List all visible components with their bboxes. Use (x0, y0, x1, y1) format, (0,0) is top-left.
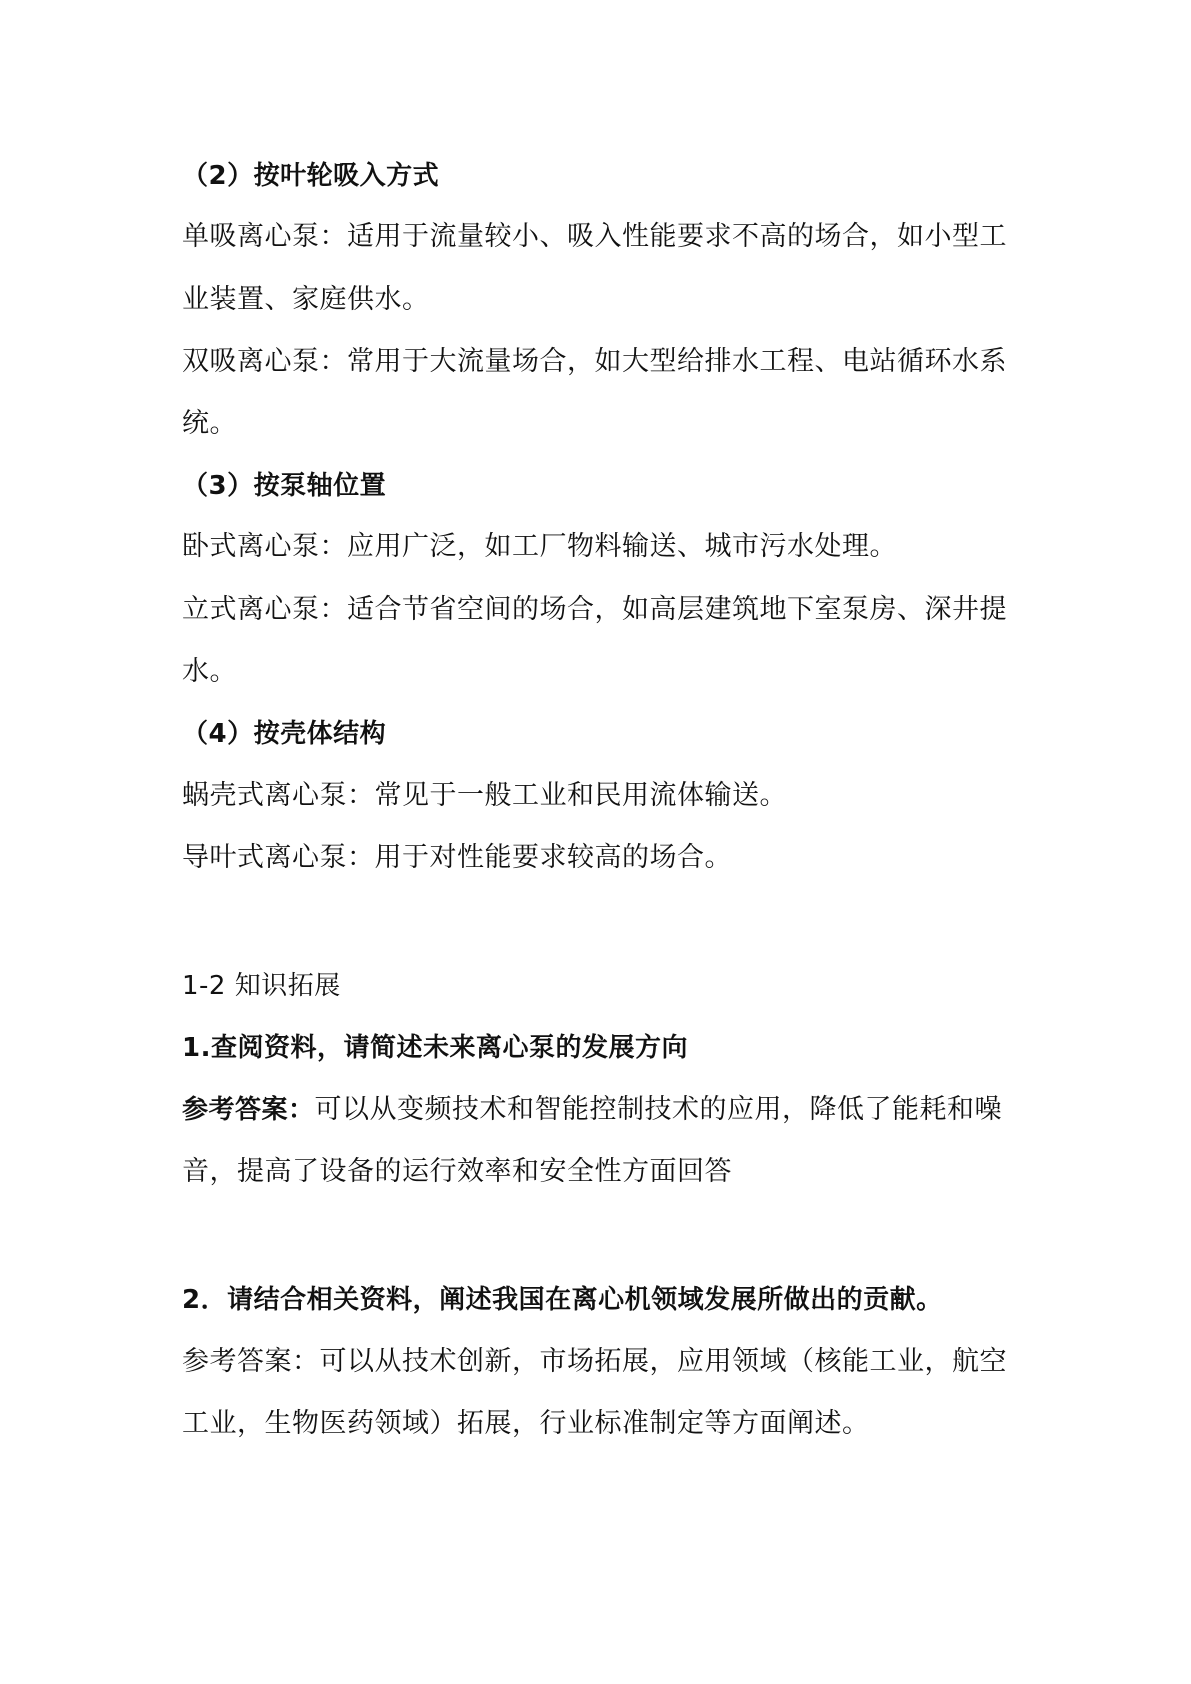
question-1: 1.查阅资料，请简述未来离心泵的发展方向 (182, 1033, 688, 1063)
heading-shaft-position: （3）按泵轴位置 (182, 471, 387, 501)
heading-impeller-suction: （2）按叶轮吸入方式 (182, 161, 440, 191)
answer-2-line1: 参考答案：可以从技术创新，市场拓展，应用领域（核能工业，航空 (182, 1346, 1007, 1377)
answer-1-label: 参考答案： (182, 1095, 315, 1125)
answer-1-line2: 音，提高了设备的运行效率和安全性方面回答 (182, 1156, 732, 1187)
question-2: 2．请结合相关资料，阐述我国在离心机领域发展所做出的贡献。 (182, 1285, 943, 1315)
answer-2-line2: 工业，生物医药领域）拓展，行业标准制定等方面阐述。 (182, 1408, 870, 1439)
paragraph-vertical-pump-line2: 水。 (182, 656, 237, 687)
heading-casing-structure: （4）按壳体结构 (182, 719, 387, 749)
paragraph-horizontal-pump: 卧式离心泵：应用广泛，如工厂物料输送、城市污水处理。 (182, 531, 897, 562)
answer-1-line1 (182, 1092, 1032, 1128)
paragraph-double-suction-line1: 双吸离心泵：常用于大流量场合，如大型给排水工程、电站循环水系 (182, 346, 1007, 377)
paragraph-vertical-pump-line1: 立式离心泵：适合节省空间的场合，如高层建筑地下室泵房、深井提 (182, 594, 1007, 625)
paragraph-volute-pump: 蜗壳式离心泵：常见于一般工业和民用流体输送。 (182, 780, 787, 811)
paragraph-diffuser-pump: 导叶式离心泵：用于对性能要求较高的场合。 (182, 842, 732, 873)
paragraph-single-suction-line1: 单吸离心泵：适用于流量较小、吸入性能要求不高的场合，如小型工 (182, 221, 1007, 252)
section-title-extension: 1-2 知识拓展 (182, 971, 341, 1001)
paragraph-double-suction-line2: 统。 (182, 408, 237, 439)
paragraph-single-suction-line2: 业装置、家庭供水。 (182, 284, 430, 315)
answer-1-text: 可以从变频技术和智能控制技术的应用，降低了能耗和噪 (314, 1094, 1003, 1125)
